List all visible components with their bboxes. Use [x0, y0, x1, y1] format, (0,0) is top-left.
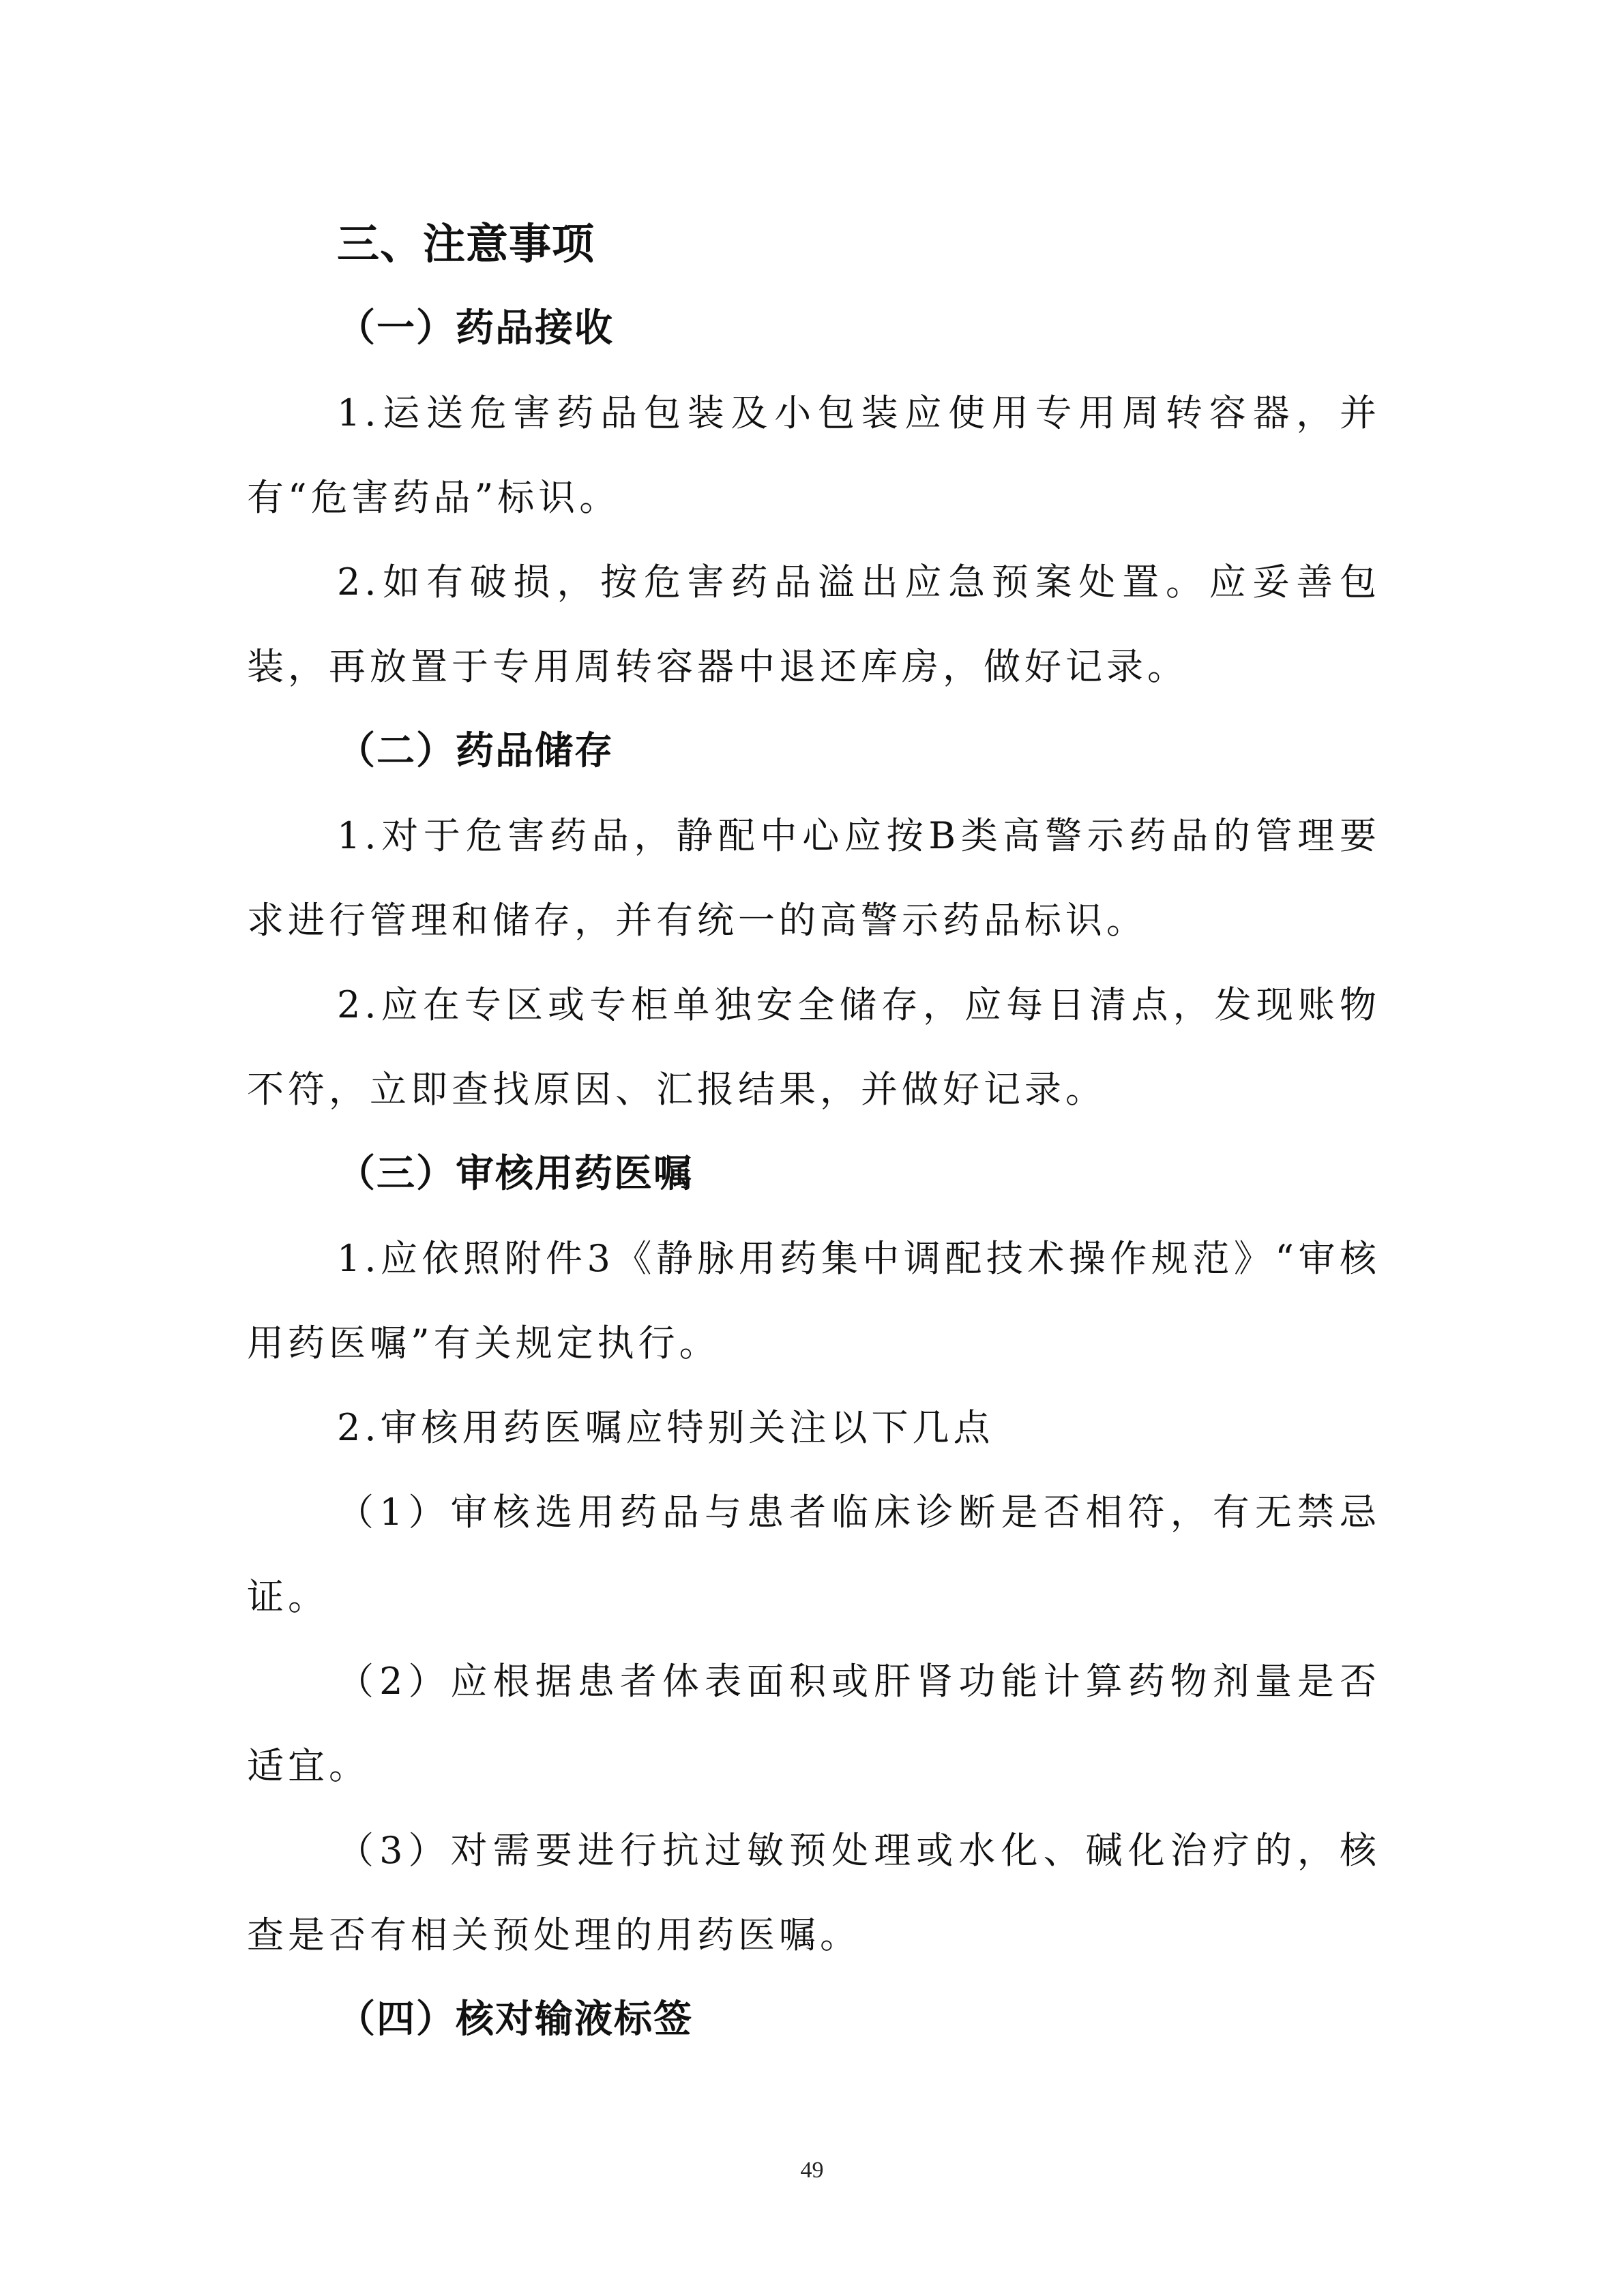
- paragraph: 1.对于危害药品，静配中心应按B类高警示药品的管理要求进行管理和储存，并有统一的高警示药品标识。: [247, 814, 1381, 942]
- page-content: [247, 202, 1381, 2062]
- paragraph: （3）对需要进行抗过敏预处理或水化、碱化治疗的，核查是否有相关预处理的用药医嘱。: [247, 1829, 1381, 1956]
- paragraph: （1）审核选用药品与患者临床诊断是否相符，有无禁忌证。: [247, 1491, 1381, 1618]
- paragraph: 1.运送危害药品包装及小包装应使用专用周转容器，并有“危害药品”标识。: [247, 391, 1381, 519]
- paragraph: 2.应在专区或专柜单独安全储存，应每日清点，发现账物不符，立即查找原因、汇报结果，并做好记录。: [247, 983, 1381, 1111]
- subsection-title-order-review: （三）审核用药医嘱: [337, 1152, 693, 1196]
- section-title: 三、注意事项: [337, 219, 595, 269]
- subsection-title-label-check: （四）核对输液标签: [337, 1997, 693, 2042]
- subsection-title-drug-storage: （二）药品储存: [337, 729, 614, 773]
- paragraph: （2）应根据患者体表面积或肝肾功能计算药物剂量是否适宜。: [247, 1660, 1381, 1787]
- paragraph: 1.应依照附件3《静脉用药集中调配技术操作规范》“审核用药医嘱”有关规定执行。: [247, 1237, 1381, 1365]
- paragraph: 2.如有破损，按危害药品溢出应急预案处置。应妥善包装，再放置于专用周转容器中退还库房，做好记录。: [247, 561, 1381, 688]
- subsection-title-drug-receiving: （一）药品接收: [337, 306, 614, 351]
- page-number: 49: [800, 2158, 824, 2183]
- paragraph: 2.审核用药医嘱应特别关注以下几点: [337, 1406, 994, 1449]
